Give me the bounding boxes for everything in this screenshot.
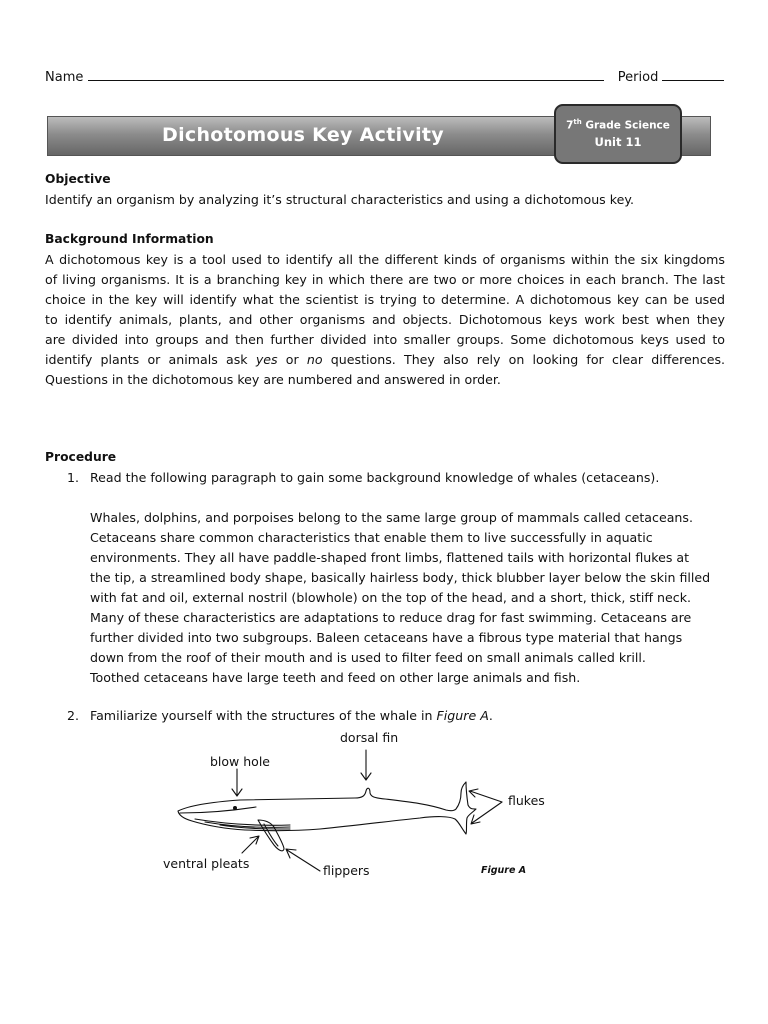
label-flukes: flukes — [508, 793, 545, 808]
background-heading: Background Information — [45, 232, 214, 246]
ventral-pleats — [195, 819, 290, 829]
grade-unit-badge — [554, 104, 682, 164]
background-text — [45, 250, 725, 390]
flukes-arrow-lower — [471, 802, 502, 824]
whale-line: Toothed cetaceans have large teeth and feed on other large animals and fish. — [90, 670, 581, 685]
unit-label: Unit 11 — [594, 134, 642, 149]
flippers-arrow — [286, 849, 320, 871]
procedure-heading: Procedure — [45, 450, 117, 464]
objective-heading: Objective — [45, 172, 111, 186]
whale-paragraph — [90, 508, 730, 688]
name-blank[interactable] — [88, 66, 604, 81]
whale-body — [178, 782, 476, 834]
whale-line: Many of these characteristics are adaptations to reduce drag for fast swimming. Cetaceans are — [90, 610, 692, 625]
name-label: Name — [45, 70, 84, 85]
step-1-number: 1. — [67, 470, 80, 485]
background-line: Questions in the dichotomous key are numbered and answered in order. — [45, 372, 501, 387]
whale-line: with fat and oil, external nostril (blowhole) on the top of the head, and a short, thick, stiff neck. — [90, 590, 691, 605]
blowhole-arrow — [232, 769, 242, 796]
background-line: A dichotomous key is a tool used to identify all the different kinds of organisms within the six kingdoms — [45, 252, 725, 267]
grade-label: 7th Grade Science — [566, 118, 670, 132]
dorsal-fin-arrow — [361, 750, 371, 780]
step-1-text: Read the following paragraph to gain some background knowledge of whales (cetaceans). — [90, 470, 660, 485]
period-label: Period — [617, 70, 659, 85]
figure-caption: Figure A — [481, 865, 527, 876]
whale-line: Whales, dolphins, and porpoises belong to the same large group of mammals called cetaceans. — [90, 510, 693, 525]
whale-line: the tip, a streamlined body shape, basically hairless body, thick blubber layer below the skin filled — [90, 570, 711, 585]
background-line-6: identify plants or animals ask yes or no questions. They also rely on looking for clear differences. — [45, 352, 726, 367]
label-blow-hole: blow hole — [210, 754, 270, 769]
whale-line: down from the roof of their mouth and is used to filter feed on small animals called krill. — [90, 650, 646, 665]
label-dorsal-fin: dorsal fin — [340, 730, 399, 745]
period-blank[interactable] — [662, 66, 724, 81]
flukes-arrow-upper — [469, 789, 502, 802]
whale-line: environments. They all have paddle-shaped front limbs, flattened tails with horizontal flukes at — [90, 550, 690, 565]
blowhole-dot — [233, 806, 237, 810]
whale-line: Cetaceans share common characteristics that enable them to live successfully in aquatic — [90, 530, 653, 545]
background-line: to identify animals, plants, and other organisms and objects. Dichotomous keys work best when they — [45, 312, 725, 327]
whale-line: further divided into two subgroups. Baleen cetaceans have a fibrous type material that hangs — [90, 630, 683, 645]
objective-text: Identify an organism by analyzing it’s structural characteristics and using a dichotomous key. — [45, 192, 634, 207]
whale-mouth — [180, 807, 256, 813]
pleats-arrow — [242, 836, 259, 853]
step-2-number: 2. — [67, 708, 80, 723]
background-line: choice in the key will identify what the scientist is trying to determine. A dichotomous key can be used — [45, 292, 725, 307]
step-2-text: Familiarize yourself with the structures of the whale in Figure A. — [90, 708, 493, 723]
name-period-row — [45, 66, 725, 86]
label-ventral-pleats: ventral pleats — [163, 856, 250, 871]
background-line: of living organisms. It is a branching key in which there are two or more choices in each branch. The last — [45, 272, 725, 287]
label-flippers: flippers — [323, 863, 370, 878]
page-title: Dichotomous Key Activity — [162, 124, 444, 146]
background-line: are divided into groups and then further divided into smaller groups. Some dichotomous keys used to — [45, 332, 725, 347]
